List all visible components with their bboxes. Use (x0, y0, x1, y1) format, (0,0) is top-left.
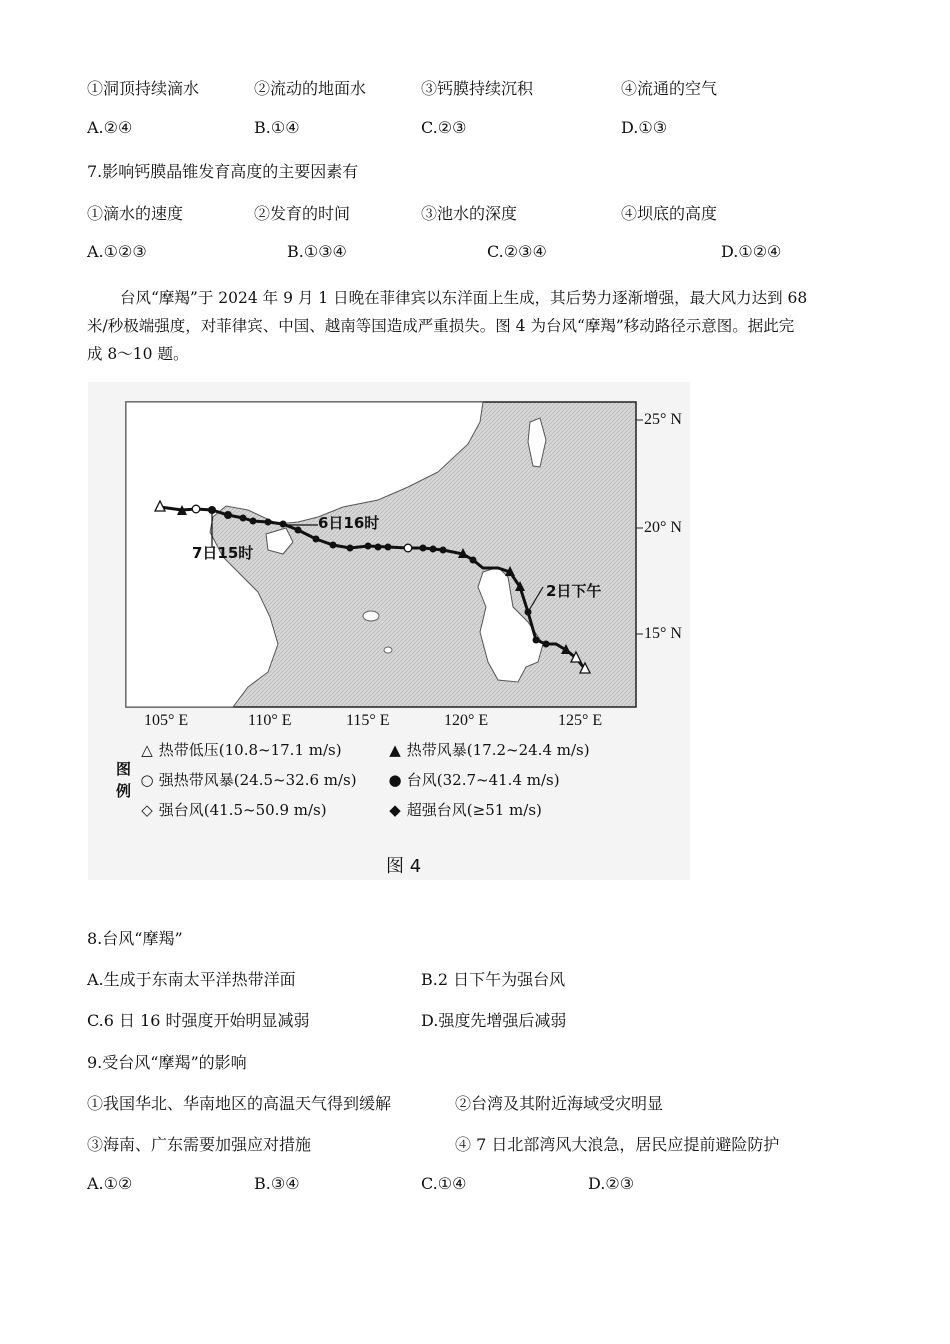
legend-entry-strong-typhoon (140, 799, 327, 820)
q7-option-3: ③池水的深度 (421, 204, 518, 223)
intro-line-2: 米/秒极端强度，对菲律宾、中国、越南等国造成严重损失。图 4 为台风“摩羯”移动路径示意图。据此完 (87, 317, 795, 335)
marker-super-typhoon (265, 519, 272, 526)
legend-symbol: ○ (140, 771, 154, 789)
q6-option-2: ②流动的地面水 (254, 79, 367, 98)
q9-choice-a: A.①② (87, 1174, 133, 1193)
annotation-7d15h: 7日15时 (192, 544, 254, 562)
legend-title (116, 758, 131, 802)
q9-choice-d: D.②③ (588, 1174, 635, 1193)
q9-option-4: ④ 7 日北部湾风大浪急，居民应提前避险防护 (455, 1135, 780, 1154)
marker-typhoon (543, 641, 550, 648)
lon-label-105e: 105° E (144, 712, 189, 729)
q8-choice-b: B.2 日下午为强台风 (421, 970, 566, 989)
typhoon-track-map (88, 382, 690, 712)
marker-typhoon (420, 545, 427, 552)
legend-entry-super-typhoon (388, 799, 542, 820)
intro-line-1: 台风“摩羯”于 2024 年 9 月 1 日晚在菲律宾以东洋面上生成，其后势力逐渐增强，最大风力达到 68 (120, 289, 808, 307)
q7-choice-b: B.①③④ (287, 242, 347, 261)
q7-choice-a: A.①②③ (87, 242, 147, 261)
legend-symbol: ◆ (389, 801, 401, 819)
marker-super-typhoon (280, 521, 287, 528)
lon-label-115e: 115° E (346, 712, 390, 729)
lat-label-20n: 20° N (644, 519, 682, 536)
legend-title-char-1: 图 (116, 760, 132, 778)
lat-label-15n: 15° N (644, 625, 682, 642)
lat-label-25n: 25° N (644, 411, 682, 428)
legend-label: 台风(32.7~41.4 m/s) (406, 771, 560, 789)
q7-option-2: ②发育的时间 (254, 204, 351, 223)
q6-option-1: ①洞顶持续滴水 (87, 79, 200, 98)
q7-stem: 7.影响钙膜晶锥发育高度的主要因素有 (87, 162, 359, 181)
q9-option-3: ③海南、广东需要加强应对措施 (87, 1135, 312, 1154)
island (384, 647, 392, 653)
q8-choice-c: C.6 日 16 时强度开始明显减弱 (87, 1011, 310, 1030)
q9-choice-b: B.③④ (254, 1174, 300, 1193)
q9-choice-c: C.①④ (421, 1174, 467, 1193)
q6-option-3: ③钙膜持续沉积 (421, 79, 534, 98)
legend-label: 强热带风暴(24.5~32.6 m/s) (158, 771, 357, 789)
marker-super-typhoon (240, 515, 247, 522)
marker-super-typhoon (313, 536, 320, 543)
annotation-2d-afternoon: 2日下午 (546, 582, 602, 600)
legend-title-char-2: 例 (116, 782, 132, 800)
legend-label: 超强台风(≥51 m/s) (406, 801, 542, 819)
marker-strong-tropical-storm (192, 505, 200, 513)
marker-typhoon (470, 557, 477, 564)
legend-symbol: △ (141, 741, 153, 759)
intro-line-3: 成 8～10 题。 (87, 345, 189, 363)
q8-choice-d: D.强度先增强后减弱 (421, 1011, 567, 1030)
legend-entry-typhoon (388, 769, 560, 790)
q6-option-4: ④流通的空气 (621, 79, 718, 98)
q9-option-2: ②台湾及其附近海域受灾明显 (455, 1094, 664, 1113)
q7-option-1: ①滴水的速度 (87, 204, 184, 223)
island (363, 611, 379, 621)
legend-label: 热带低压(10.8~17.1 m/s) (158, 741, 342, 759)
marker-super-typhoon (440, 547, 447, 554)
marker-super-typhoon (330, 542, 337, 549)
lon-label-120e: 120° E (444, 712, 489, 729)
marker-super-typhoon (365, 543, 372, 550)
lon-label-125e: 125° E (558, 712, 603, 729)
marker-typhoon (224, 511, 232, 519)
legend-entry-strong-tropical-storm (140, 769, 357, 790)
marker-super-typhoon (375, 544, 382, 551)
typhoon-track-figure (88, 382, 690, 880)
q7-choice-d: D.①②④ (721, 242, 782, 261)
legend-entry-tropical-storm (388, 739, 590, 760)
q7-option-4: ④坝底的高度 (621, 204, 718, 223)
q7-choice-c: C.②③④ (487, 242, 547, 261)
legend-symbol: ◇ (141, 801, 153, 819)
marker-strong-tropical-storm (404, 544, 412, 552)
legend-label: 热带风暴(17.2~24.4 m/s) (406, 741, 590, 759)
marker-super-typhoon (385, 544, 392, 551)
legend-label: 强台风(41.5~50.9 m/s) (158, 801, 327, 819)
lon-label-110e: 110° E (248, 712, 292, 729)
q8-stem: 8.台风“摩羯” (87, 929, 183, 948)
q6-choice-d: D.①③ (621, 118, 668, 137)
marker-super-typhoon (347, 545, 354, 552)
q9-stem: 9.受台风“摩羯”的影响 (87, 1053, 247, 1072)
q8-choice-a: A.生成于东南太平洋热带洋面 (87, 970, 296, 989)
marker-super-typhoon (295, 527, 302, 534)
annotation-6d16h: 6日16时 (318, 514, 380, 532)
legend-symbol: ● (388, 771, 402, 789)
q6-choice-a: A.②④ (87, 118, 133, 137)
marker-super-typhoon (533, 637, 540, 644)
marker-super-typhoon (250, 518, 257, 525)
q6-choice-b: B.①④ (254, 118, 300, 137)
figure-caption: 图 4 (386, 856, 422, 877)
q9-option-1: ①我国华北、华南地区的高温天气得到缓解 (87, 1094, 392, 1113)
marker-super-typhoon (430, 546, 437, 553)
q6-choice-c: C.②③ (421, 118, 467, 137)
legend-symbol: ▲ (389, 741, 401, 759)
legend-entry-tropical-depression (140, 739, 342, 760)
